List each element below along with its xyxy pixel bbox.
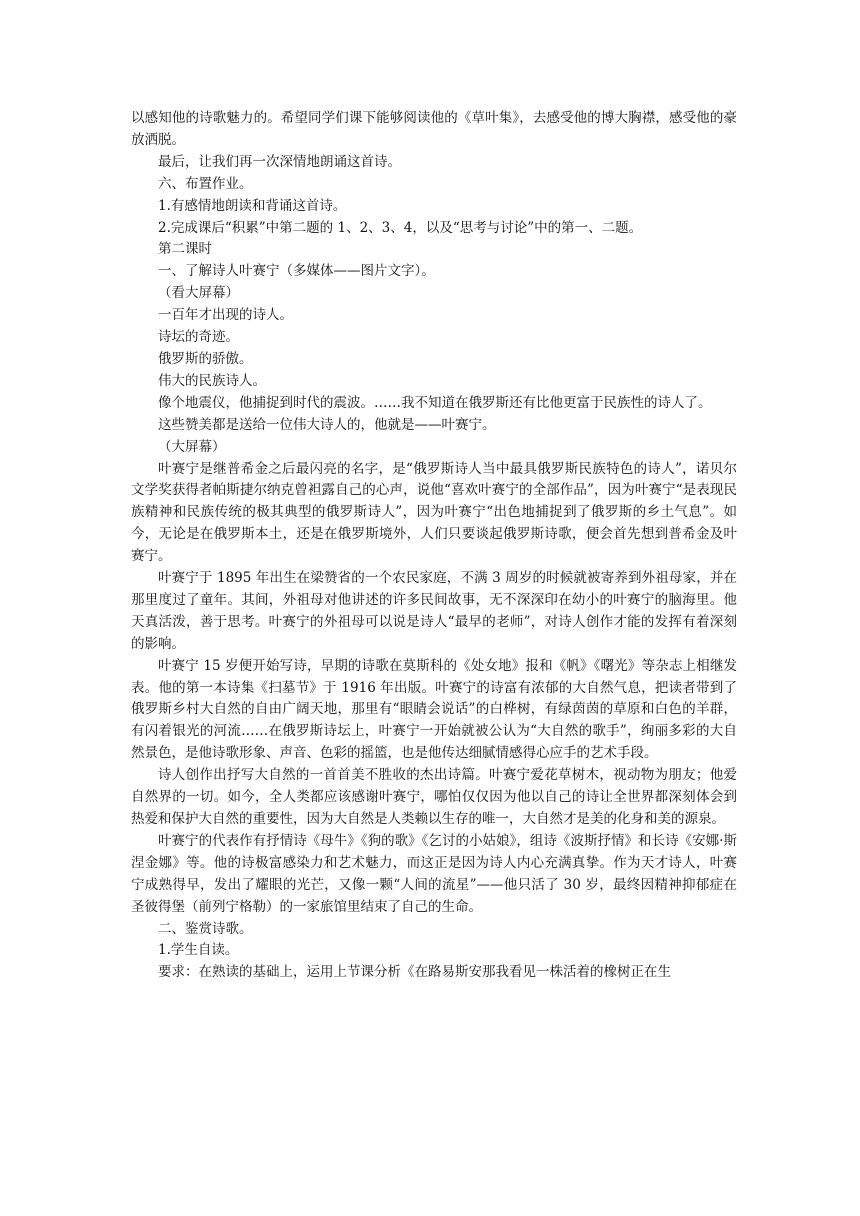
paragraph: 叶赛宁的代表作有抒情诗《母牛》《狗的歌》《乞讨的小姑娘》，组诗《波斯抒情》和长诗《安娜·斯涅金娜》等。他的诗极富感染力和艺术魅力，而这正是因为诗人内心充满真挚。作为天才诗人，叶赛宁成熟得早，发出了耀眼的光芒，又像一颗“人间的流星”——他只活了 30 岁，最终因精神抑郁症在圣彼得堡（前列宁格勒）的一家旅馆里结束了自己的生命。 (131, 832, 737, 915)
paragraph: 以感知他的诗歌魅力的。希望同学们课下能够阅读他的《草叶集》，去感受他的博大胸襟，感受他的豪放洒脱。 (131, 110, 737, 148)
list-item: 2.完成课后“积累”中第二题的 1、2、3、4，以及“思考与讨论”中的第一、二题。 (158, 219, 643, 236)
paragraph: 俄罗斯的骄傲。 (158, 350, 253, 367)
paragraph: （看大屏幕） (158, 285, 239, 302)
paragraph: 这些赞美都是送给一位伟大诗人的，他就是——叶赛宁。 (158, 416, 496, 433)
document-page (131, 108, 737, 984)
paragraph: （大屏幕） (158, 438, 226, 455)
section-heading: 第二课时 (158, 241, 212, 258)
paragraph: 诗坛的奇迹。 (158, 329, 239, 346)
list-item: 1.学生自读。 (158, 942, 239, 959)
paragraph: 伟大的民族诗人。 (158, 372, 266, 389)
paragraph: 最后，让我们再一次深情地朗诵这首诗。 (158, 153, 401, 170)
paragraph: 像个地震仪，他捕捉到时代的震波。……我不知道在俄罗斯还有比他更富于民族性的诗人了。 (158, 394, 712, 411)
paragraph: 叶赛宁 15 岁便开始写诗，早期的诗歌在莫斯科的《处女地》报和《帆》《曙光》等杂志上相继发表。他的第一本诗集《扫墓节》于 1916 年出版。叶赛宁的诗富有浓郁的大自然气息，把读者带到了俄罗斯乡村大自然的自由广阔天地，那里有“眼睛会说话”的白桦树，有绿茵茵的草原和白色的羊群，有闪着银光的河流……在俄罗斯诗坛上，叶赛宁一开始就被公认为“大自然的歌手”，绚丽多彩的大自然景色，是他诗歌形象、声音、色彩的摇篮，也是他传达细腻情感得心应手的艺术手段。 (131, 657, 737, 762)
paragraph: 要求：在熟读的基础上，运用上节课分析《在路易斯安那我看见一株活着的橡树正在生 (158, 964, 671, 981)
paragraph: 叶赛宁是继普希金之后最闪亮的名字，是“俄罗斯诗人当中最具俄罗斯民族特色的诗人”，诺贝尔文学奖获得者帕斯捷尔纳克曾袒露自己的心声，说他“喜欢叶赛宁的全部作品”，因为叶赛宁“是表现民族精神和民族传统的极其典型的俄罗斯诗人”，因为叶赛宁“出色地捕捉到了俄罗斯的乡土气息”。如今，无论是在俄罗斯本土，还是在俄罗斯境外，人们只要谈起俄罗斯诗歌，便会首先想到普希金及叶赛宁。 (131, 460, 737, 565)
section-heading: 一、了解诗人叶赛宁（多媒体——图片文字）。 (158, 263, 435, 280)
list-item: 1.有感情地朗读和背诵这首诗。 (158, 197, 347, 214)
section-heading: 六、布置作业。 (158, 175, 253, 192)
section-heading: 二、鉴赏诗歌。 (158, 920, 253, 937)
paragraph: 一百年才出现的诗人。 (158, 307, 293, 324)
paragraph: 诗人创作出抒写大自然的一首首美不胜收的杰出诗篇。叶赛宁爱花草树木，视动物为朋友；他爱自然界的一切。如今，全人类都应该感谢叶赛宁，哪怕仅仅因为他以自己的诗让全世界都深刻体会到热爱和保护大自然的重要性，因为大自然是人类赖以生存的唯一，大自然才是美的化身和美的源泉。 (131, 767, 737, 827)
paragraph: 叶赛宁于 1895 年出生在梁赞省的一个农民家庭，不满 3 周岁的时候就被寄养到外祖母家，并在那里度过了童年。其间，外祖母对他讲述的许多民间故事，无不深深印在幼小的叶赛宁的脑海里。他天真活泼，善于思考。叶赛宁的外祖母可以说是诗人“最早的老师”，对诗人创作才能的发挥有着深刻的影响。 (131, 570, 737, 652)
